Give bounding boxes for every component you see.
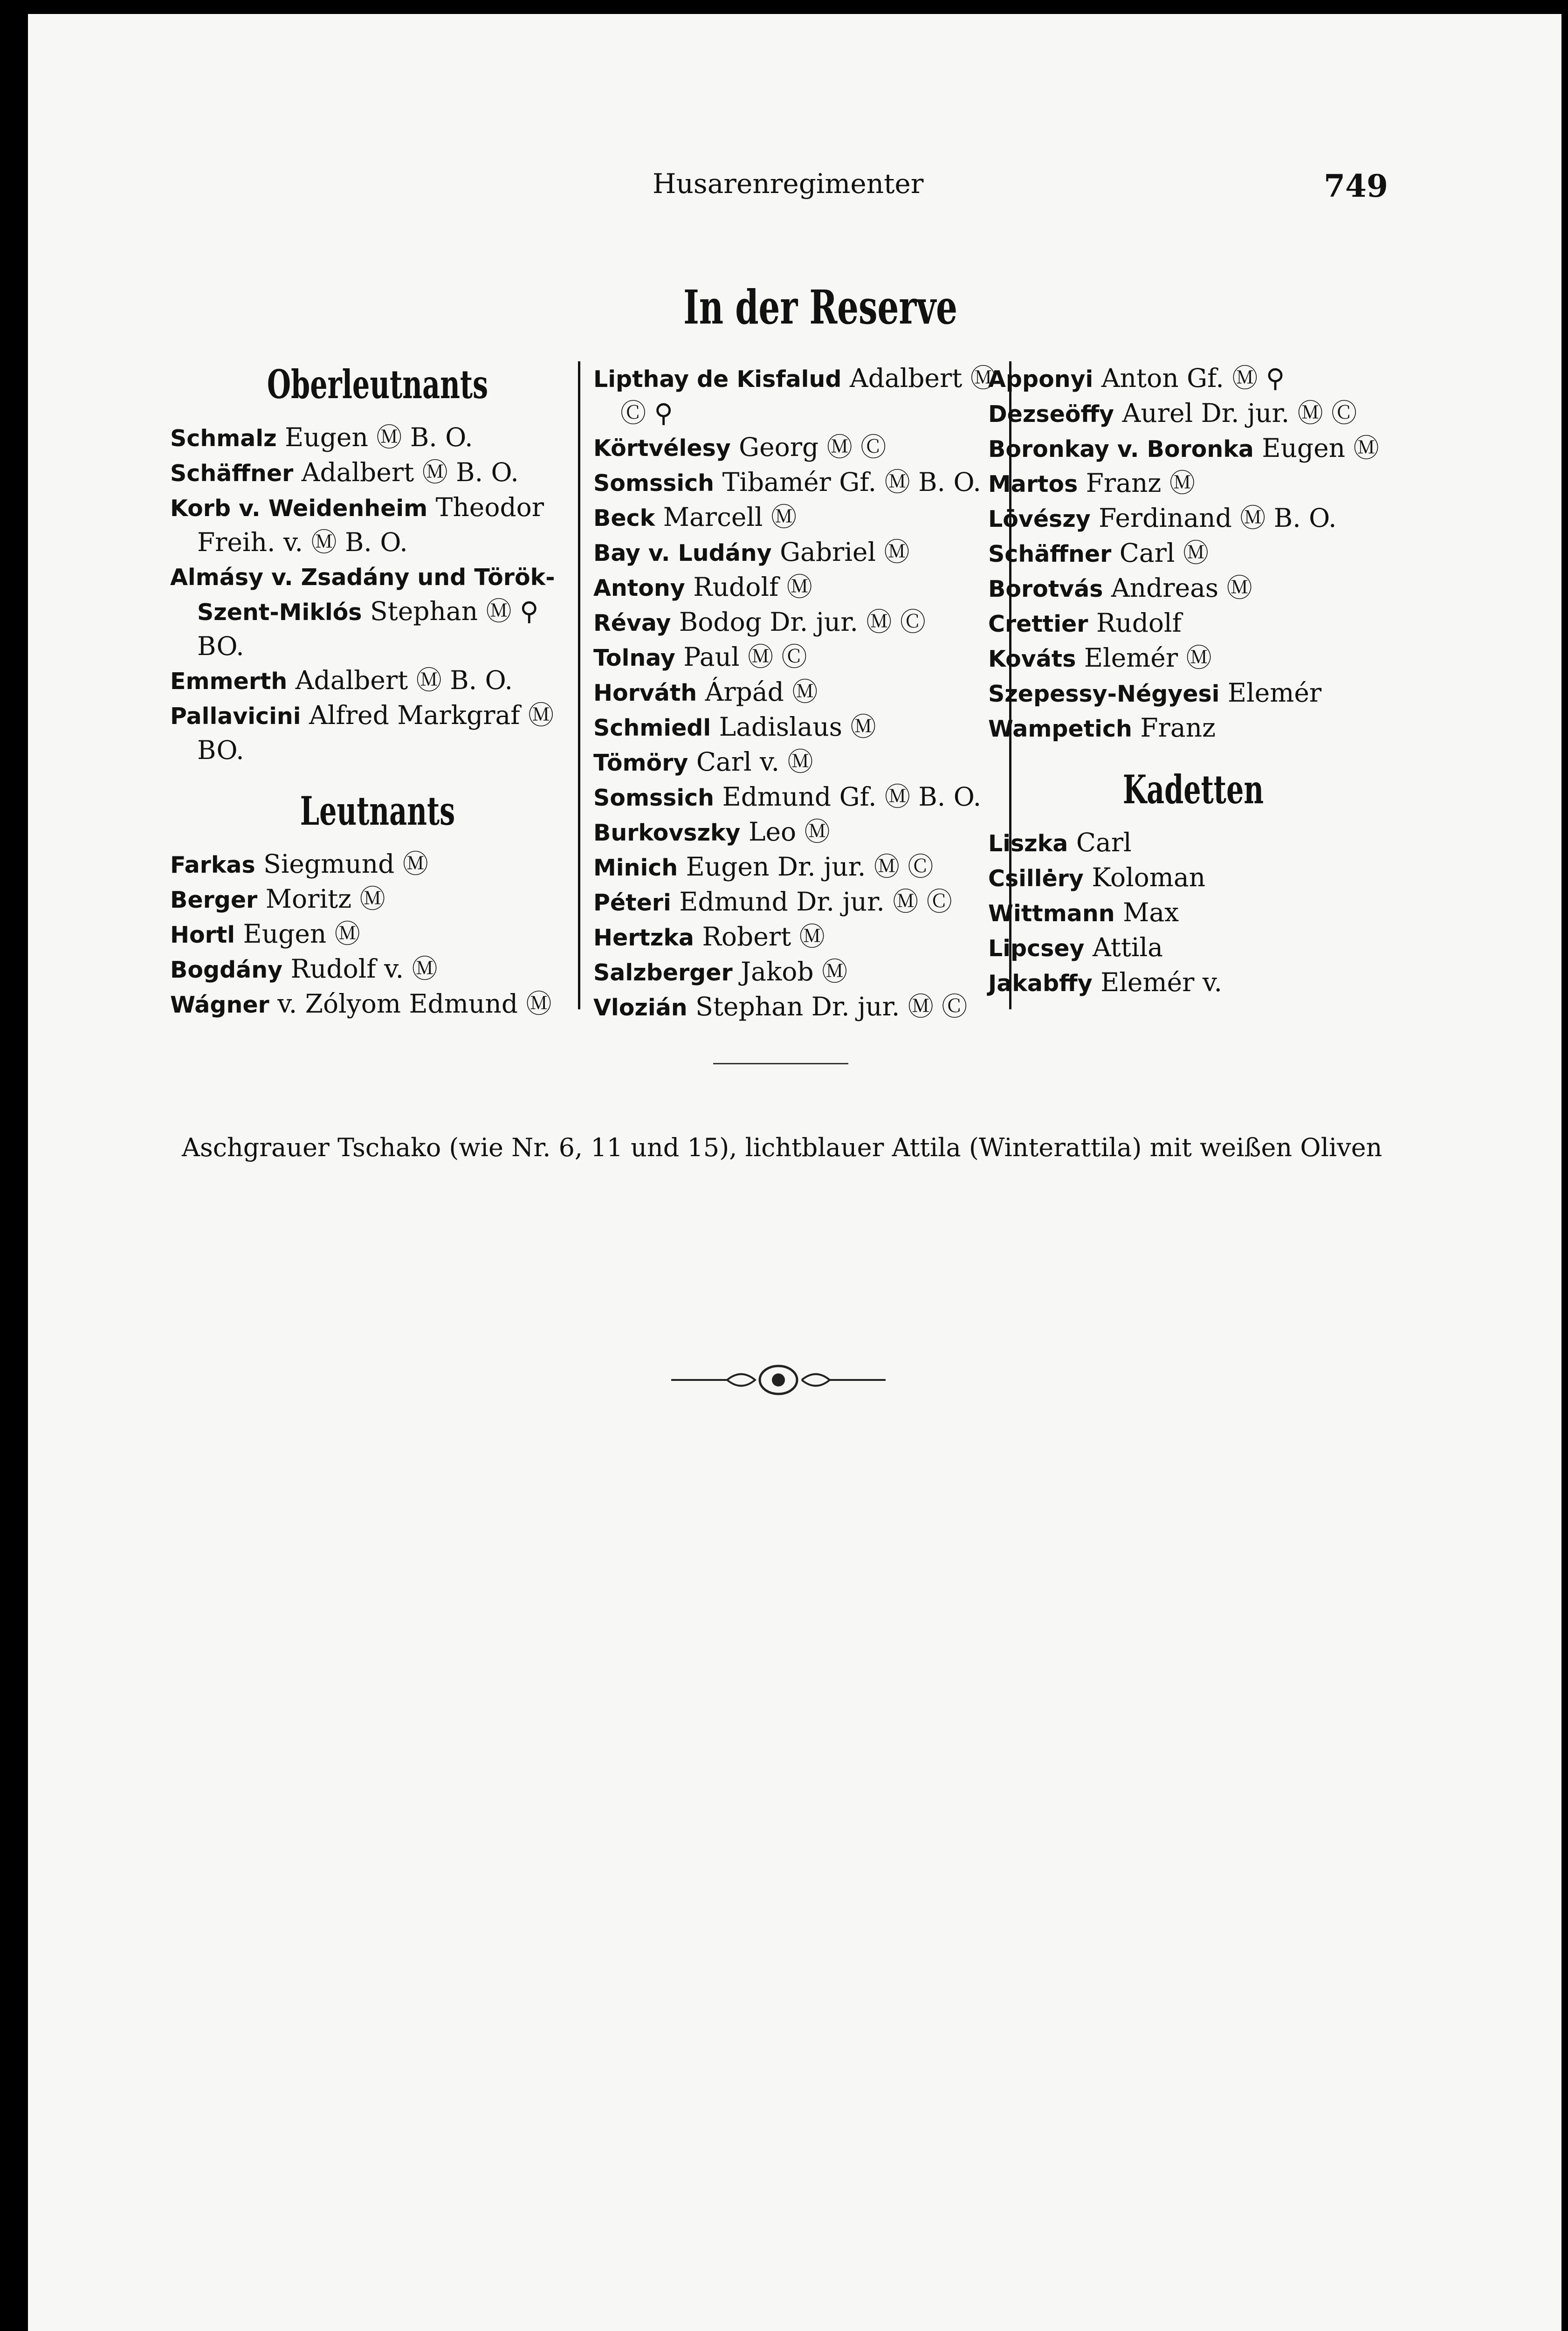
list-item — [170, 663, 585, 698]
officer-details: Paul Ⓜ Ⓒ — [683, 642, 807, 672]
officer-surname: Körtvélesy — [593, 435, 731, 462]
officer-surname: Somssich — [593, 785, 715, 811]
list-item — [988, 641, 1398, 676]
officer-surname: Révay — [593, 610, 671, 636]
heading-leutnants: Leutnants — [300, 788, 455, 834]
officer-details: Theodor Freih. v. Ⓜ B. O. — [197, 492, 544, 557]
column-1 — [170, 361, 585, 1022]
officer-surname: Korb v. Weidenheim — [170, 495, 428, 522]
officer-details: Eugen Dr. jur. Ⓜ Ⓒ — [686, 852, 934, 882]
officer-surname: Salzberger — [593, 959, 733, 986]
list-item — [593, 605, 999, 640]
officer-details: Adalbert Ⓜ B. O. — [295, 665, 513, 695]
officer-surname: Tömöry — [593, 750, 688, 776]
officer-details: Elemér Ⓜ — [1084, 643, 1212, 673]
officer-surname: Tolnay — [593, 645, 675, 671]
officer-details: Rudolf Ⓜ — [693, 572, 812, 602]
officer-details: Tibamér Gf. Ⓜ B. O. — [722, 467, 981, 497]
officer-details: Rudolf v. Ⓜ — [290, 954, 438, 984]
officer-surname: Antony — [593, 575, 685, 601]
list-item — [170, 882, 585, 917]
officer-details: Aurel Dr. jur. Ⓜ Ⓒ — [1122, 398, 1357, 428]
section-title: In der Reserve — [683, 280, 957, 335]
officer-surname: Wampetich — [988, 716, 1132, 742]
officer-details: Georg Ⓜ Ⓒ — [739, 432, 887, 462]
list-item — [593, 745, 999, 780]
officer-details: Andreas Ⓜ — [1111, 573, 1252, 603]
officer-details: Adalbert Ⓜ B. O. — [301, 457, 519, 487]
list-item — [593, 885, 999, 920]
officer-surname: Dezseöffy — [988, 401, 1114, 428]
list-item — [170, 847, 585, 882]
list-item — [593, 990, 999, 1025]
list-item — [170, 455, 585, 490]
officer-surname: Szepessy-Négyesi — [988, 681, 1220, 707]
officer-details: Elemér — [1227, 678, 1322, 708]
officer-surname: Csillėry — [988, 865, 1084, 892]
officer-surname: Somssich — [593, 470, 715, 497]
officer-details: Alfred Markgraf Ⓜ BO. — [197, 700, 554, 765]
officer-surname: Liszka — [988, 830, 1068, 857]
officer-details: Gabriel Ⓜ — [780, 537, 910, 567]
list-item — [988, 431, 1398, 466]
divider-rule — [713, 1063, 848, 1064]
officer-surname: Horváth — [593, 680, 697, 706]
officer-surname: Boronkay v. Boronka — [988, 436, 1254, 462]
list-item — [593, 500, 999, 535]
column-2 — [578, 361, 1011, 1021]
officer-surname: Bay v. Ludány — [593, 540, 772, 566]
list-item — [988, 571, 1398, 606]
list-item — [988, 606, 1398, 641]
list-item — [593, 675, 999, 710]
list-item — [988, 361, 1398, 396]
entry-list — [170, 421, 585, 767]
list-item — [593, 850, 999, 885]
officer-details: Carl v. Ⓜ — [696, 747, 813, 777]
list-item — [988, 826, 1398, 861]
officer-surname: Schmalz — [170, 425, 277, 452]
list-item — [593, 535, 999, 570]
list-item — [988, 676, 1398, 711]
officer-surname: Hertzka — [593, 924, 695, 951]
list-item — [593, 955, 999, 990]
list-item — [170, 698, 585, 767]
officer-surname: Wittmann — [988, 900, 1115, 927]
list-item — [170, 421, 585, 455]
officer-surname: Lövészy — [988, 506, 1091, 532]
officer-details: Rudolf — [1096, 608, 1182, 638]
officer-surname: Beck — [593, 505, 655, 531]
entry-list — [988, 361, 1398, 746]
officer-surname: Minich — [593, 855, 678, 881]
officer-surname: Wágner — [170, 992, 269, 1018]
list-item — [170, 559, 585, 663]
list-item — [170, 952, 585, 987]
officer-surname: Jakabffy — [988, 970, 1093, 997]
officer-details: Jakob Ⓜ — [741, 957, 848, 986]
officer-surname: Apponyi — [988, 366, 1093, 393]
officer-details: Robert Ⓜ — [702, 922, 825, 952]
officer-surname: Schäffner — [988, 541, 1112, 567]
document-page — [28, 14, 1561, 2331]
officer-details: Attila — [1092, 932, 1163, 962]
uniform-description: Aschgrauer Tschako (wie Nr. 6, 11 und 15), lichtblauer Attila (Winterattila) mit weißen Oliven — [182, 1133, 1382, 1162]
page-number: 749 — [1324, 168, 1388, 204]
list-item — [988, 466, 1398, 501]
officer-details: Eugen Ⓜ B. O. — [285, 422, 473, 452]
officer-surname: Hortl — [170, 922, 235, 948]
officer-surname: Lipthay de Kisfalud — [593, 366, 842, 393]
running-title: Husarenregimenter — [653, 168, 924, 200]
officer-surname: Emmerth — [170, 668, 288, 695]
officer-surname: Péteri — [593, 890, 671, 916]
list-item — [593, 920, 999, 955]
entry-list — [593, 361, 999, 1025]
list-item — [988, 711, 1398, 746]
officer-details: Franz Ⓜ — [1086, 468, 1195, 498]
officer-details: Ferdinand Ⓜ B. O. — [1099, 503, 1337, 533]
officer-details: Siegmund Ⓜ — [263, 849, 428, 879]
list-item — [593, 780, 999, 815]
list-item — [593, 465, 999, 500]
officer-details: Leo Ⓜ — [748, 817, 830, 847]
list-item — [593, 710, 999, 745]
list-item — [988, 536, 1398, 571]
list-item — [170, 917, 585, 952]
officer-details: Franz — [1140, 713, 1216, 743]
list-item — [988, 861, 1398, 896]
list-item — [988, 896, 1398, 931]
officer-details: Carl Ⓜ — [1119, 538, 1209, 568]
list-item — [988, 931, 1398, 966]
officer-surname: Kováts — [988, 646, 1076, 672]
list-item — [170, 490, 585, 559]
column-3 — [988, 361, 1398, 1000]
officer-details: v. Zólyom Edmund Ⓜ — [277, 989, 552, 1019]
heading-kadetten: Kadetten — [1122, 766, 1264, 813]
list-item — [593, 815, 999, 850]
officer-details: Eugen Ⓜ — [1262, 433, 1379, 463]
list-item — [593, 640, 999, 675]
officer-surname: Lipcsey — [988, 935, 1085, 962]
officer-details: Max — [1123, 897, 1179, 927]
officer-surname: Berger — [170, 887, 258, 913]
officer-details: Marcell Ⓜ — [663, 502, 797, 532]
list-item — [170, 987, 585, 1022]
officer-surname: Pallavicini — [170, 703, 301, 730]
list-item — [593, 430, 999, 465]
officer-details: Edmund Dr. jur. Ⓜ Ⓒ — [679, 887, 952, 917]
officer-surname: Burkovszky — [593, 820, 741, 846]
officer-details: Árpád Ⓜ — [705, 677, 818, 707]
list-item — [988, 396, 1398, 431]
list-item — [593, 361, 999, 430]
list-item — [593, 570, 999, 605]
officer-surname: Almásy v. Zsadány und Török-Szent-Miklós — [170, 564, 555, 626]
officer-surname: Crettier — [988, 611, 1088, 637]
officer-details: Stephan Dr. jur. Ⓜ Ⓒ — [695, 992, 968, 1021]
officer-surname: Martos — [988, 471, 1078, 497]
officer-surname: Bogdány — [170, 957, 283, 983]
officer-surname: Farkas — [170, 852, 255, 878]
officer-surname: Schäffner — [170, 460, 294, 487]
officer-details: Stephan Ⓜ ⚲ BO. — [197, 596, 539, 661]
entry-list — [170, 847, 585, 1022]
officer-details: Eugen Ⓜ — [243, 919, 360, 949]
list-item — [988, 966, 1398, 1000]
officer-details: Edmund Gf. Ⓜ B. O. — [722, 782, 982, 812]
officer-details: Koloman — [1092, 862, 1206, 892]
officer-details: Carl — [1076, 828, 1132, 857]
officer-details: Bodog Dr. jur. Ⓜ Ⓒ — [679, 607, 926, 637]
officer-surname: Vlozián — [593, 994, 688, 1021]
officer-details: Elemér v. — [1100, 967, 1222, 997]
list-item — [988, 501, 1398, 536]
officer-details: Moritz Ⓜ — [265, 884, 385, 914]
heading-oberleutnants: Oberleutnants — [267, 361, 488, 407]
officer-surname: Schmiedl — [593, 715, 711, 741]
officer-details: Ladislaus Ⓜ — [719, 712, 876, 742]
entry-list — [988, 826, 1398, 1000]
officer-details: Anton Gf. Ⓜ ⚲ — [1101, 363, 1285, 393]
ornament-icon — [671, 1357, 886, 1403]
officer-surname: Borotvás — [988, 576, 1103, 602]
officer-details: Adalbert Ⓜ Ⓒ ⚲ — [620, 363, 996, 428]
